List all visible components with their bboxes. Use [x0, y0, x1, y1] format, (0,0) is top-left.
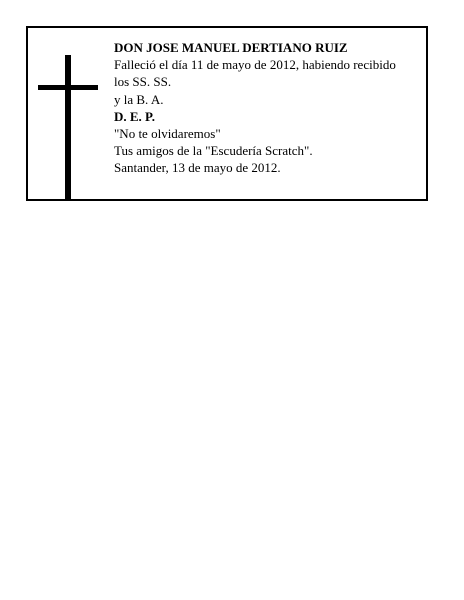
death-announcement-line: Falleció el día 11 de mayo de 2012, habiendo recibido — [114, 57, 396, 73]
notice-text — [114, 39, 419, 177]
sacraments-line-1: los SS. SS. — [114, 74, 172, 90]
obituary-notice — [26, 26, 428, 201]
rest-in-peace: D. E. P. — [114, 108, 156, 124]
senders-line: Tus amigos de la "Escudería Scratch". — [114, 143, 313, 159]
cross-vertical-bar — [65, 55, 71, 199]
deceased-name: DON JOSE MANUEL DERTIANO RUIZ — [114, 40, 348, 55]
sacraments-line-2: y la B. A. — [114, 91, 164, 107]
cross-horizontal-bar — [38, 85, 98, 90]
latin-cross-icon — [38, 55, 98, 199]
place-and-date: Santander, 13 de mayo de 2012. — [114, 160, 281, 176]
memorial-quote: "No te olvidaremos" — [114, 126, 221, 142]
